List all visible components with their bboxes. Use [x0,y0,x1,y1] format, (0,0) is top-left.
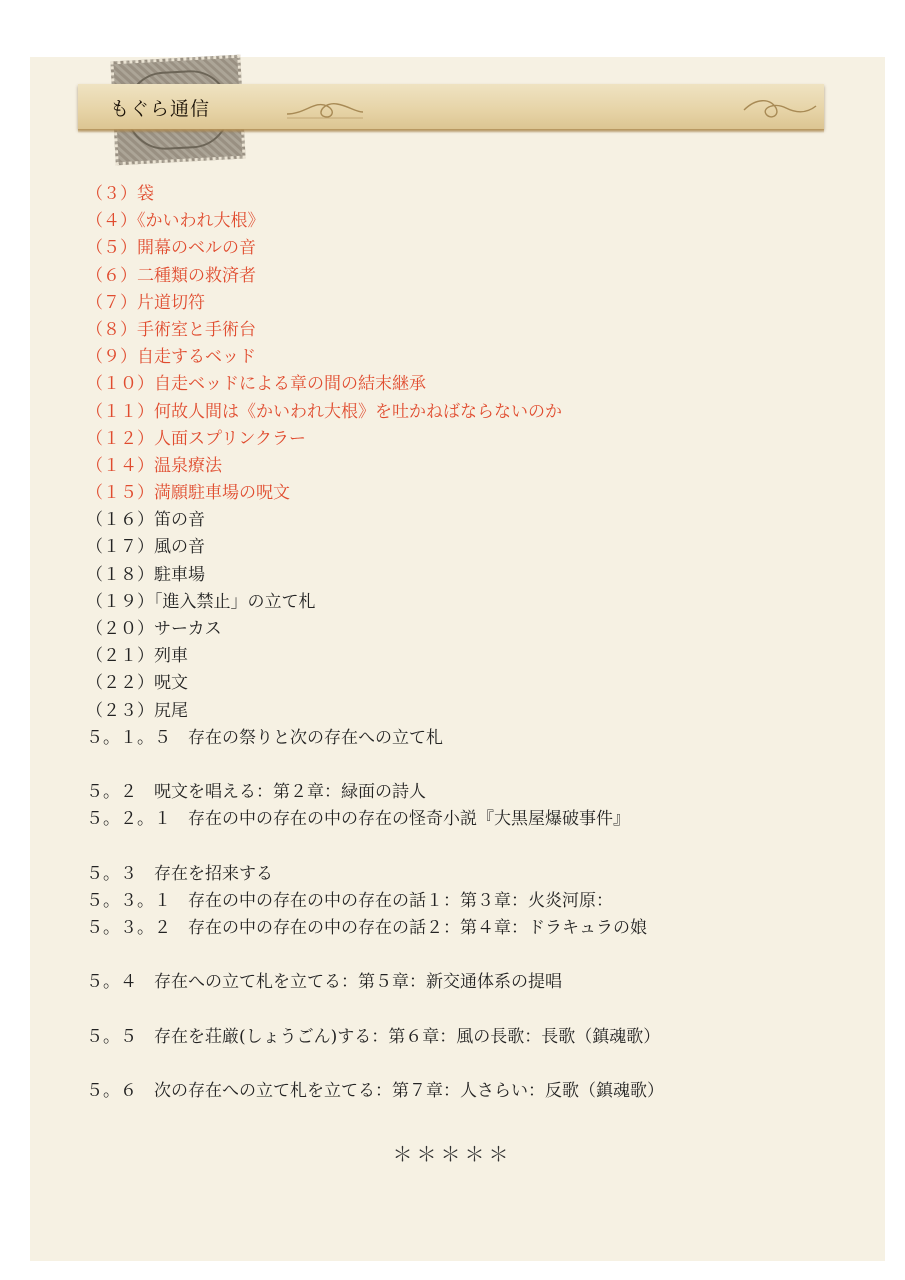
toc-line: （６）二種類の救済者 [86,265,256,286]
toc-line: ５。５ 存在を荘厳(しょうごん)する：第６章：風の長歌：長歌（鎮魂歌） [86,1026,661,1047]
toc-line: （９）自走するベッド [86,347,256,368]
toc-line: ５。１。５ 存在の祭りと次の存在への立て札 [86,727,443,748]
toc-line: ５。４ 存在への立て札を立てる：第５章：新交通体系の提唱 [86,972,562,993]
toc-line: （２１）列車 [86,646,188,667]
toc-line: （５）開幕のベルの音 [86,238,256,259]
toc-line: （１６）笛の音 [86,510,205,531]
toc-line: （７）片道切符 [86,292,205,313]
toc-line: ５。３。２ 存在の中の存在の中の存在の話２：第４章：ドラキュラの娘 [86,918,647,939]
toc-line: ５。２。１ 存在の中の存在の中の存在の怪奇小説『大黒屋爆破事件』 [86,809,630,830]
toc-line: ５。２ 呪文を唱える：第２章：緑面の詩人 [86,782,426,803]
table-of-contents [86,181,846,1105]
toc-spacer [86,752,846,779]
toc-line: （４）《かいわれ大根》 [86,211,265,232]
toc-spacer [86,1051,846,1078]
toc-line: （１４）温泉療法 [86,455,222,476]
toc-line: （２３）尻尾 [86,700,188,721]
toc-spacer [86,997,846,1024]
toc-line: （２０）サーカス [86,619,222,639]
toc-line: （１７）風の音 [86,537,205,558]
toc-line: （１９）「進入禁止」の立て札 [86,591,316,612]
newsletter-title: もぐら通信 [110,98,211,120]
toc-line: （１２）人面スプリンクラー [86,428,306,449]
toc-line: ５。６ 次の存在への立て札を立てる：第７章：人さらい：反歌（鎮魂歌） [86,1081,664,1102]
toc-line: （１１）何故人間は《かいわれ大根》を吐かねばならないのか [86,401,562,422]
toc-line: ５。３。１ 存在の中の存在の中の存在の話１：第３章：火炎河原： [86,890,613,911]
section-divider-stars: ＊＊＊＊＊ [392,1142,513,1166]
toc-line: （３）袋 [86,184,154,204]
flourish-ornament-icon [740,94,820,122]
toc-line: （１８）駐車場 [86,564,205,585]
toc-line: ５。３ 存在を招来する [86,863,273,884]
toc-line: （８）手術室と手術台 [86,319,256,340]
toc-spacer [86,834,846,861]
toc-line: （１５）満願駐車場の呪文 [86,483,290,504]
flourish-ornament-icon [285,94,365,122]
toc-line: （１０）自走ベッドによる章の間の結末継承 [86,374,426,395]
toc-line: （２２）呪文 [86,673,188,694]
toc-spacer [86,942,846,969]
